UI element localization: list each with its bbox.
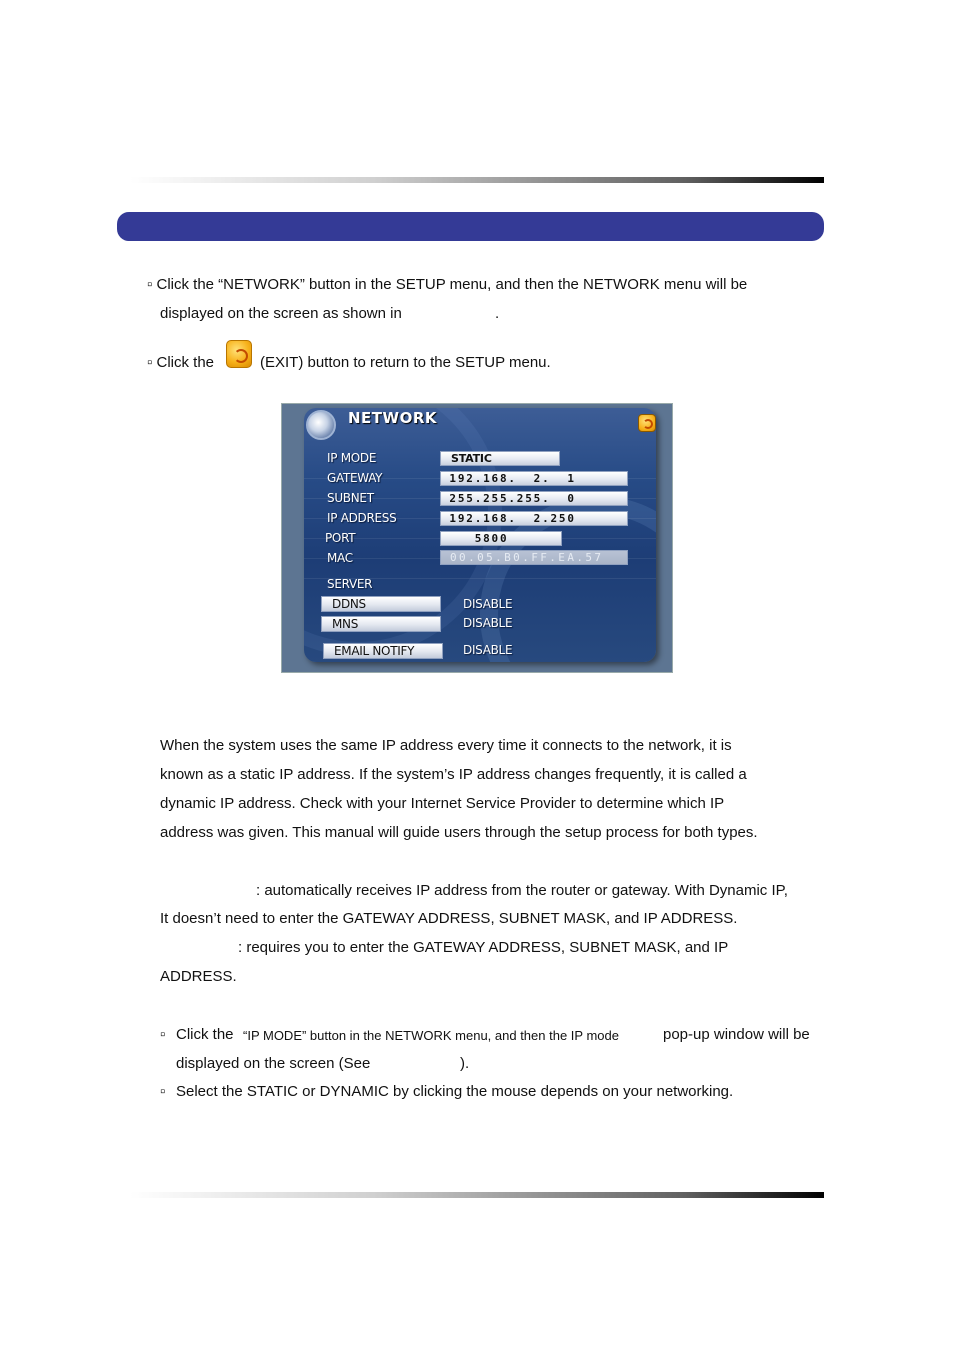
exit-button[interactable] <box>638 414 656 432</box>
ip-mode-label: IP MODE <box>327 451 377 465</box>
section-header-bar <box>117 212 824 241</box>
subnet-label: SUBNET <box>327 491 374 505</box>
port-label: PORT <box>325 531 356 545</box>
subnet-field[interactable]: 255.255.255. 0 <box>440 491 628 506</box>
exit-line-end: (EXIT) button to return to the SETUP menu. <box>260 354 551 371</box>
bullet-marker: ▫ <box>160 1083 166 1100</box>
ddns-button[interactable]: DDNS <box>321 596 441 612</box>
bullet-2: Select the STATIC or DYNAMIC by clicking the mouse depends on your networking. <box>176 1083 734 1100</box>
body-paragraph-line-4: address was given. This manual will guide users through the setup process for both types. <box>160 824 758 841</box>
ddns-status: DISABLE <box>463 597 513 611</box>
ip-mode-button[interactable]: STATIC <box>440 451 560 466</box>
top-rule <box>130 177 824 183</box>
email-notify-button[interactable]: EMAIL NOTIFY <box>323 643 443 659</box>
ip-address-label: IP ADDRESS <box>327 511 397 525</box>
bullet-1-middle: “IP MODE” button in the NETWORK menu, and then the IP mode <box>243 1028 619 1043</box>
bullet-1-end: pop-up window will be <box>663 1026 810 1043</box>
gateway-field[interactable]: 192.168. 2. 1 <box>440 471 628 486</box>
bullet-1-line-2: displayed on the screen (See <box>176 1055 371 1072</box>
email-notify-status: DISABLE <box>463 643 513 657</box>
body-paragraph-line-1: When the system uses the same IP address every time it connects to the network, it is <box>160 737 732 754</box>
port-field[interactable]: 5800 <box>440 531 562 546</box>
server-label: SERVER <box>327 577 373 591</box>
dynamic-desc-line-2: It doesn’t need to enter the GATEWAY ADDRESS, SUBNET MASK, and IP ADDRESS. <box>160 910 738 927</box>
intro-line-1: ▫ Click the “NETWORK” button in the SETUP menu, and then the NETWORK menu will be <box>147 276 748 293</box>
body-paragraph-line-3: dynamic IP address. Check with your Internet Service Provider to determine which IP <box>160 795 725 812</box>
network-menu-title: NETWORK <box>348 409 438 427</box>
intro-line-2-end: . <box>495 305 500 322</box>
static-desc-line-2: ADDRESS. <box>160 968 237 985</box>
bottom-rule <box>130 1192 824 1198</box>
static-desc-line-1: : requires you to enter the GATEWAY ADDRESS, SUBNET MASK, and IP <box>238 939 729 956</box>
bullet-marker: ▫ <box>160 1026 166 1043</box>
ip-address-field[interactable]: 192.168. 2.250 <box>440 511 628 526</box>
mac-field: 00.05.B0.FF.EA.57 <box>440 550 628 565</box>
exit-icon <box>226 340 252 368</box>
mac-label: MAC <box>327 551 353 565</box>
bullet-1-line-2-end: ). <box>460 1055 470 1072</box>
gateway-label: GATEWAY <box>327 471 383 485</box>
body-paragraph-line-2: known as a static IP address. If the system’s IP address changes frequently, it is called a <box>160 766 747 783</box>
bullet-1-start: Click the <box>176 1026 234 1043</box>
dynamic-desc-line-1: : automatically receives IP address from the router or gateway. With Dynamic IP, <box>256 882 788 899</box>
intro-line-2: displayed on the screen as shown in <box>160 305 402 322</box>
exit-line-start: ▫ Click the <box>147 354 215 371</box>
mns-button[interactable]: MNS <box>321 616 441 632</box>
globe-icon <box>306 410 336 440</box>
mns-status: DISABLE <box>463 616 513 630</box>
network-menu-screenshot <box>281 403 673 673</box>
